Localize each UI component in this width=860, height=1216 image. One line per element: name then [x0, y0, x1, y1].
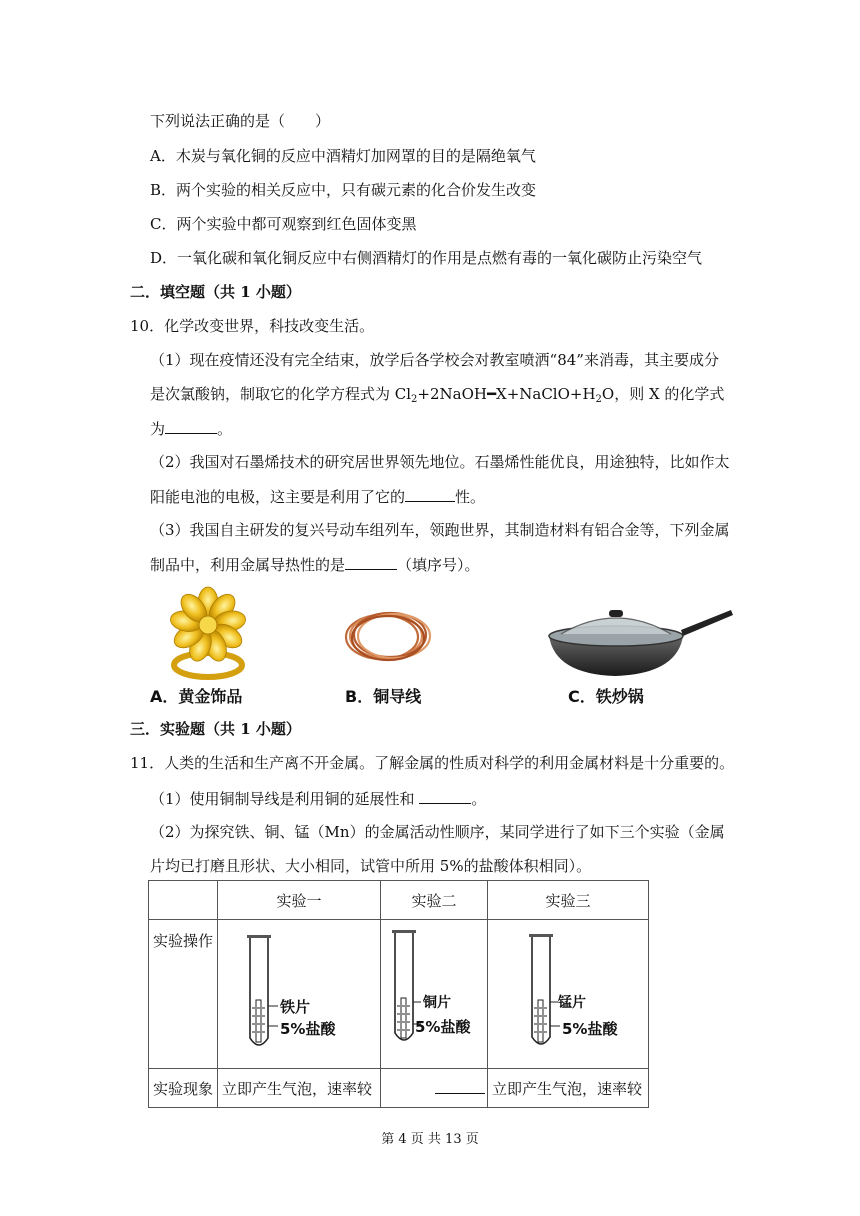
table-header-exp3: 实验三 [488, 881, 649, 920]
caption-copper-wire: B．铜导线 [345, 687, 422, 706]
gold-ring-image [158, 585, 258, 685]
q10-part1-line1: （1）现在疫情还没有完全结束，放学后各学校会对教室喷洒“84”来消毒，其主要成分 [150, 351, 719, 369]
phenomenon-exp3: 立即产生气泡，速率较 [488, 1069, 649, 1108]
page-footer: 第 4 页 共 13 页 [381, 1132, 479, 1147]
q9-option-c: C．两个实验中都可观察到红色固体变黑 [150, 215, 417, 233]
q10-stem: 10．化学改变世界，科技改变生活。 [130, 317, 375, 335]
label-copper-sheet: 铜片 [423, 995, 451, 1011]
caption-gold-jewelry: A．黄金饰品 [150, 687, 243, 706]
tube-cell-exp3 [488, 920, 649, 1069]
answer-blank[interactable] [345, 554, 397, 570]
q11-part2-line2: 片均已打磨且形状、大小相同，试管中所用 5%的盐酸体积相同）。 [150, 857, 592, 875]
label-hydrochloric-acid: 5%盐酸 [562, 1020, 618, 1038]
phenomenon-exp2 [381, 1069, 488, 1108]
answer-blank[interactable] [165, 418, 217, 434]
q11-part2-line1: （2）为探究铁、铜、锰（Mn）的金属活动性顺序，某同学进行了如下三个实验（金属 [150, 823, 725, 841]
table-header-exp2: 实验二 [381, 881, 488, 920]
tube-cell-exp1 [218, 920, 381, 1069]
copper-wire-image [338, 605, 438, 667]
phenomenon-exp1: 立即产生气泡，速率较 [218, 1069, 381, 1108]
iron-wok-image [545, 598, 735, 678]
table-row-phenomenon [149, 1069, 649, 1108]
section-title-fill-blank: 二．填空题（共 1 小题） [130, 283, 301, 301]
label-iron-sheet: 铁片 [280, 998, 311, 1016]
caption-iron-wok: C．铁炒锅 [568, 687, 644, 706]
experiment-table [148, 880, 649, 1108]
q11-stem: 11．人类的生活和生产离不开金属。了解金属的性质对科学的利用金属材料是十分重要的。 [130, 754, 735, 772]
tube-cell-exp2 [381, 920, 488, 1069]
table-header-exp1: 实验一 [218, 881, 381, 920]
q10-part1-line3: 为 。 [150, 420, 233, 438]
label-manganese-sheet: 锰片 [558, 995, 586, 1011]
q10-part2-line1: （2）我国对石墨烯技术的研究居世界领先地位。石墨烯性能优良，用途独特，比如作太 [150, 453, 730, 471]
q11-part1: （1）使用铜制导线是利用铜的延展性和 。 [150, 790, 487, 808]
row-label-phenomenon: 实验现象 [149, 1069, 218, 1108]
table-row-operation [149, 920, 649, 1069]
q10-part2-line2: 阳能电池的电极，这主要是利用了它的 性。 [150, 488, 486, 506]
q10-part1-line2: 是次氯酸钠，制取它的化学方程式为 $Cl_2+2NaOH━X+NaClO+H_2O$，则 X 的化学式 [150, 385, 725, 405]
label-hydrochloric-acid: 5%盐酸 [415, 1018, 471, 1036]
q9-option-d: D．一氧化碳和氧化铜反应中右侧酒精灯的作用是点燃有毒的一氧化碳防止污染空气 [150, 249, 703, 267]
section-title-experiment: 三．实验题（共 1 小题） [130, 720, 301, 738]
row-label-operation: 实验操作 [149, 920, 218, 1069]
answer-blank[interactable] [419, 788, 471, 804]
table-header-row [149, 881, 649, 920]
test-tube-diagram [381, 920, 487, 1058]
q10-part3-line1: （3）我国自主研发的复兴号动车组列车，领跑世界，其制造材料有铝合金等，下列金属 [150, 521, 730, 539]
answer-blank[interactable] [435, 1078, 485, 1094]
answer-blank[interactable] [405, 486, 455, 502]
label-hydrochloric-acid: 5%盐酸 [280, 1020, 336, 1038]
q9-option-a: A．木炭与氧化铜的反应中酒精灯加网罩的目的是隔绝氧气 [150, 147, 536, 165]
table-header-empty [149, 881, 218, 920]
q10-part3-line2: 制品中，利用金属导热性的是 （填序号）。 [150, 556, 480, 574]
q9-stem: 下列说法正确的是（ ） [150, 112, 331, 130]
q9-option-b: B．两个实验的相关反应中，只有碳元素的化合价发生改变 [150, 181, 537, 199]
